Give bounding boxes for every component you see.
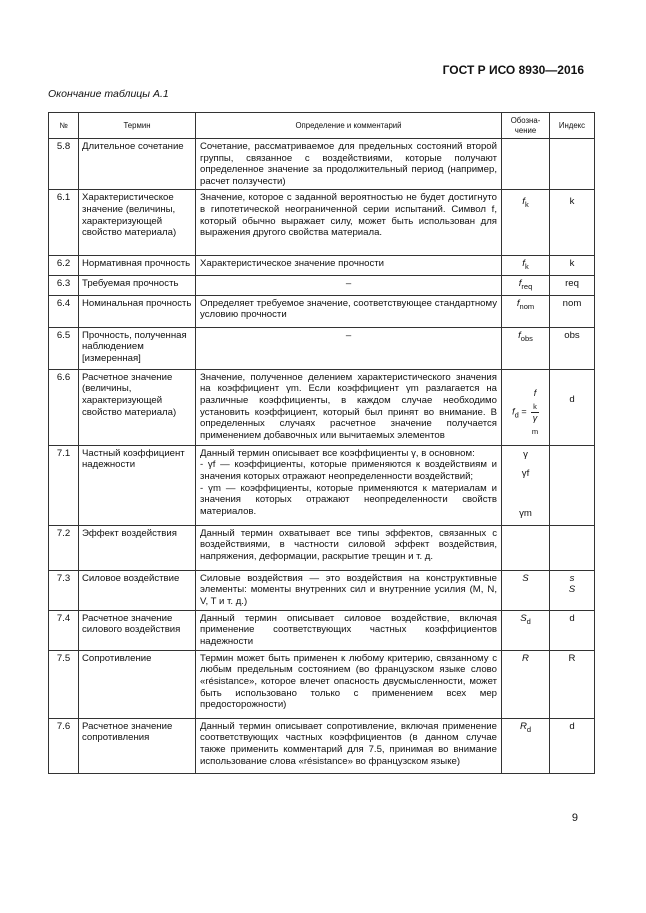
- symbol-main: f: [522, 196, 525, 208]
- table-row: [49, 610, 595, 650]
- row-index: d: [550, 369, 595, 445]
- row-definition: –: [196, 276, 502, 296]
- row-term: Расчетное значение силового воздействия: [79, 610, 196, 650]
- symbol-main: f: [518, 329, 521, 341]
- row-definition: [196, 445, 502, 525]
- row-term: Номинальная прочность: [79, 295, 196, 327]
- symbol-gamma-f: γf: [521, 468, 530, 480]
- row-index: k: [550, 256, 595, 276]
- row-term: Характеристическое значение (величины, характеризующей свойство материала): [79, 190, 196, 256]
- row-definition: Значение, которое с заданной вероятностью не будет достигнуто в гипотетической неограниченной серии испытаний. Символ f, который обычно выражает силу, может быть использован для выражения другого свойства материала.: [196, 190, 502, 256]
- symbol-gamma-m: γm: [519, 508, 532, 520]
- row-definition: Термин может быть применен к любому критерию, связанному с любым предельным состоянием (во французском языке слово «résistance», которое влечет опасность двусмысленности, может быть использовано только с применением всех мер предосторожности): [196, 650, 502, 718]
- row-definition: Сочетание, рассматриваемое для предельных состояний второй группы, связанное с воздействиями, которые получают определенное значение за продолжительный период (например, расчет ползучести): [196, 139, 502, 190]
- row-designation: [502, 718, 550, 773]
- symbol-main: R: [519, 720, 527, 732]
- row-index: req: [550, 276, 595, 296]
- formula-num: f: [533, 387, 537, 398]
- row-designation: [502, 525, 550, 570]
- row-index: [550, 139, 595, 190]
- row-num: 7.2: [49, 525, 79, 570]
- row-designation: [502, 190, 550, 256]
- table-row: [49, 570, 595, 610]
- formula-lhs: f: [512, 406, 515, 417]
- symbol-sub: k: [524, 262, 529, 272]
- row-index: [550, 525, 595, 570]
- symbol-main: f: [516, 297, 520, 309]
- table-row: [49, 276, 595, 296]
- row-designation: [502, 445, 550, 525]
- row-num: 7.1: [49, 445, 79, 525]
- row-index: d: [550, 610, 595, 650]
- row-definition: Значение, полученное делением характеристического значения на коэффициент γm. Если коэффициент γm разлагается на различные коэффициенты, в каждом случае необходимо установить коэффициент, который был принят во внимание. В определенных случаях расчетное значение получается применением добавочных или вычитаемых элементов: [196, 369, 502, 445]
- row-term: Сопротивление: [79, 650, 196, 718]
- row-index: d: [550, 718, 595, 773]
- row-term: Нормативная прочность: [79, 256, 196, 276]
- table-row: [49, 139, 595, 190]
- symbol-sub: obs: [520, 333, 533, 343]
- table-row: [49, 256, 595, 276]
- formula-lhs-sub: d: [514, 410, 519, 420]
- symbol-main: R: [522, 652, 529, 664]
- row-designation: [502, 276, 550, 296]
- row-term: Требуемая прочность: [79, 276, 196, 296]
- col-header-index: Индекс: [550, 113, 595, 139]
- row-designation: [502, 327, 550, 369]
- row-designation: [502, 139, 550, 190]
- symbol-sub: k: [524, 200, 529, 210]
- index-line: s: [569, 572, 575, 584]
- row-num: 7.3: [49, 570, 79, 610]
- formula-eq: =: [521, 406, 527, 417]
- index-line: S: [568, 584, 576, 596]
- row-designation: [502, 295, 550, 327]
- row-definition: Силовые воздействия — это воздействия на конструктивные элементы: моменты внутренних сил и внутренние усилия (M, N, V, T и т. д.): [196, 570, 502, 610]
- row-num: 5.8: [49, 139, 79, 190]
- row-designation: [502, 650, 550, 718]
- symbol-main: f: [522, 258, 525, 270]
- table-caption: Окончание таблицы А.1: [48, 88, 169, 100]
- symbol-sub: req: [521, 282, 533, 292]
- terms-table: [48, 112, 595, 774]
- row-designation: [502, 256, 550, 276]
- row-num: 6.2: [49, 256, 79, 276]
- symbol-sub: nom: [519, 301, 535, 311]
- row-definition: –: [196, 327, 502, 369]
- row-term: Частный коэффициент надежности: [79, 445, 196, 525]
- symbol-sub: d: [526, 724, 532, 734]
- table-header-row: [49, 113, 595, 139]
- table-row: [49, 369, 595, 445]
- row-num: 7.5: [49, 650, 79, 718]
- table-row: [49, 445, 595, 525]
- table-row: [49, 650, 595, 718]
- row-num: 6.5: [49, 327, 79, 369]
- row-term: Прочность, полученная наблюдением [измеренная]: [79, 327, 196, 369]
- definition-line: Данный термин описывает все коэффициенты γ, в основном:: [200, 447, 475, 459]
- symbol-main: f: [518, 278, 522, 290]
- row-term: Эффект воздействия: [79, 525, 196, 570]
- symbol-main: S: [522, 572, 529, 584]
- formula-den: γ: [532, 412, 538, 423]
- row-num: 6.6: [49, 369, 79, 445]
- row-num: 7.6: [49, 718, 79, 773]
- page-number: 9: [571, 812, 578, 824]
- definition-line: - γm — коэффициенты, которые применяются к материалам и значения которых отражают неопределенности свойств материалов.: [200, 482, 497, 517]
- row-definition: Характеристическое значение прочности: [196, 256, 502, 276]
- row-num: 7.4: [49, 610, 79, 650]
- row-index: k: [550, 190, 595, 256]
- table-row: [49, 718, 595, 773]
- row-num: 6.1: [49, 190, 79, 256]
- formula-den-sub: m: [531, 426, 539, 436]
- row-definition: Данный термин описывает силовое воздействие, включая применение соответствующих частных коэффициентов надежности: [196, 610, 502, 650]
- row-num: 6.4: [49, 295, 79, 327]
- symbol-main: S: [520, 612, 527, 624]
- col-header-definition: Определение и комментарий: [196, 113, 502, 139]
- row-index: obs: [550, 327, 595, 369]
- row-definition: Данный термин охватывает все типы эффектов, связанных с воздействиями, в частности силовой эффект воздействия, напряжения, деформации, раскрытие трещин и т. д.: [196, 525, 502, 570]
- row-designation: [502, 570, 550, 610]
- table-row: [49, 295, 595, 327]
- row-definition: Определяет требуемое значение, соответствующее стандартному условию прочности: [196, 295, 502, 327]
- design-formula: [512, 388, 539, 437]
- col-header-designation: Обозна-чение: [502, 113, 550, 139]
- row-index: nom: [550, 295, 595, 327]
- row-definition: Данный термин описывает сопротивление, включая применение соответствующих частных коэффициентов (в данном случае также применить комментарий для 7.5, принимая во внимание использование слова «résistance» во французском языке): [196, 718, 502, 773]
- row-index: [550, 445, 595, 525]
- row-num: 6.3: [49, 276, 79, 296]
- row-designation: [502, 369, 550, 445]
- table-row: [49, 525, 595, 570]
- col-header-num: №: [49, 113, 79, 139]
- table-row: [49, 327, 595, 369]
- row-term: Силовое воздействие: [79, 570, 196, 610]
- symbol-sub: d: [526, 616, 531, 626]
- document-header: ГОСТ Р ИСО 8930—2016: [442, 63, 584, 77]
- row-index: [550, 570, 595, 610]
- row-designation: [502, 610, 550, 650]
- col-header-term: Термин: [79, 113, 196, 139]
- row-term: Длительное сочетание: [79, 139, 196, 190]
- definition-line: - γf — коэффициенты, которые применяются к воздействиям и значения которых отражают неопределенности воздействий;: [200, 459, 497, 483]
- formula-num-sub: k: [533, 401, 537, 411]
- row-term: Расчетное значение (величины, характеризующей свойство материала): [79, 369, 196, 445]
- table-row: [49, 190, 595, 256]
- row-term: Расчетное значение сопротивления: [79, 718, 196, 773]
- symbol-gamma: γ: [523, 448, 528, 460]
- row-index: R: [550, 650, 595, 718]
